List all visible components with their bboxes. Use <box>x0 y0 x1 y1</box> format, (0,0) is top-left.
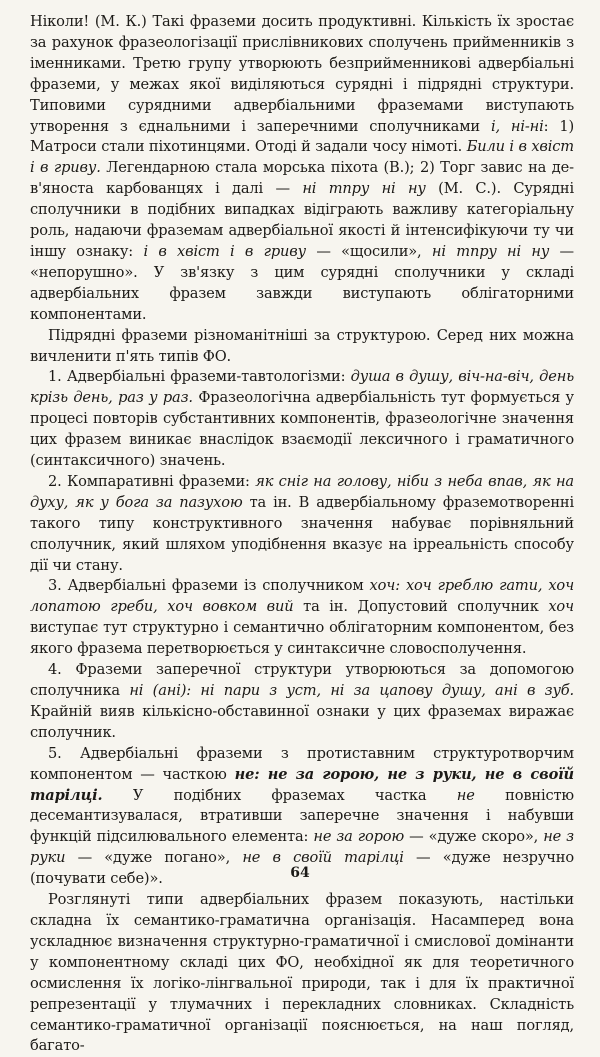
example-phrase: ні (ані): ні пари з уст, ні за цапову душу, ані в зуб. <box>129 682 574 699</box>
text-run: 4. Фраземи заперечної структури утворюються за допомогою сполучника <box>30 661 574 699</box>
text-run: (М. С.). Сурядні сполучники в подібних випадках відіграють важливу категоріальну роль, надаючи фраземам адвербіальної якості й інтенсифікуючи ту чи іншу ознаку: <box>30 180 574 260</box>
text-run: Розглянуті типи адвербіальних фразем показують, настільки складна їх семантико-граматична організація. Насамперед вона ускладнює визначення структурно-граматичної і смислової домінанти у компонентному складі цих ФО, необхідної як для теоретичного осмислення їх логіко-лінгвальної природи, так і для їх практичної репрезентації у тлумачних і перекладних словниках. Складність семантико-граматичної організації пояснюється, на наш погляд, багато- <box>30 891 574 1055</box>
page-number: 64 <box>290 865 310 881</box>
paragraph-p1 <box>30 12 574 326</box>
paragraph-p3 <box>30 367 574 472</box>
example-phrase: і в хвіст і в гриву <box>143 242 306 260</box>
paragraph-p5 <box>30 576 574 660</box>
text-run: — «дуже погано», <box>65 849 243 867</box>
text-run: та ін. Допустовий сполучник <box>293 598 549 616</box>
text-run: Підрядні фраземи різноманітніші за структурою. Серед них можна вичленити п'ять типів ФО. <box>30 326 574 365</box>
example-phrase: не з руки <box>30 828 574 867</box>
paragraph-p2 <box>30 326 574 368</box>
example-phrase: не в своїй тарілці <box>242 849 404 867</box>
text-run: — «дуже незручно (почувати себе)». <box>30 849 575 888</box>
text-run: 3. Адвербіальні фраземи із сполучником <box>48 577 370 595</box>
paragraph-p6 <box>30 660 574 744</box>
text-run: — «дуже скоро», <box>404 828 544 846</box>
text-run: : 1) Матроси стали піхотинцями. Отоді й задали чосу німоті. <box>30 117 575 156</box>
example-phrase: не: не за горою, не з руки, не в своїй тарілці. <box>30 765 575 804</box>
example-phrase: ні тпру ні ну <box>431 242 550 260</box>
example-phrase: і, ні-ні <box>490 117 544 135</box>
text-run: та ін. В адвербіальному фраземотворенні такого типу конструктивного значення набуває порівняльний сполучник, який шляхом уподібнення вказує на ірреальність способу дії чи стану. <box>30 493 574 574</box>
example-phrase: ні тпру ні ну <box>302 180 426 198</box>
text-run: У подібних фраземах частка <box>102 786 457 804</box>
example-phrase: як сніг на голову, ніби з неба впав, як на духу, як у бога за пазухою <box>30 472 574 511</box>
text-run: Крайній вияв кількісно-обставинної ознаки у цих фраземах виражає сполучник. <box>30 702 574 741</box>
text-run: — «непорушно». У зв'язку з цим сурядні сполучники у складі адвербіальних фразем завжди виступають облігаторними компонентами. <box>30 242 574 323</box>
text-run: Ніколи! (М. К.) Такі фраземи досить продуктивні. Кількість їх зростає за рахунок фразеологізації прислівникових сполучень прийменників з іменниками. Третю групу утворюють безприйменникові адвербіальні фраземи, у межах якої виділяються сурядні і підрядні структури. Типовими сурядними адвербіальними фраземами виступають утворення з єднальними і заперечними сполучниками <box>30 13 574 135</box>
text-run: повністю десемантизувалася, втративши заперечне значення і набувши функцій підсилювального елемента: <box>30 786 574 846</box>
example-phrase: хоч <box>548 598 574 616</box>
text-run: 1. Адвербіальні фраземи-тавтологізми: <box>48 368 351 386</box>
text-body <box>30 12 574 1057</box>
text-run: Легендарною стала морська піхота (В.); 2) Торг завис на дев'яноста карбованцях і далі — <box>30 159 574 198</box>
text-run: 5. Адвербіальні фраземи з протиставним структуротворчим компонентом — часткою <box>30 744 574 783</box>
paragraph-p8 <box>30 890 574 1057</box>
text-run: виступає тут структурно і семантично облігаторним компонентом, без якого фразема перетворюється у синтаксичне словосполучення. <box>30 619 574 658</box>
example-phrase: хоч: хоч греблю гати, хоч лопатою греби, хоч вовком вий <box>30 577 574 616</box>
text-run: Фразеологічна адвербіальність тут формується у процесі повторів субстантивних компонентів, фразеологічне значення цих фразем виникає внаслідок взаємодії лексичного і граматичного (синтаксичного) значень. <box>30 389 574 470</box>
text-run: 2. Компаративні фраземи: <box>48 472 256 490</box>
example-phrase: Били і в хвіст і в гриву. <box>30 138 574 177</box>
text-run: — «щосили», <box>305 242 432 260</box>
example-phrase: душа в душу, віч-на-віч, день крізь день, раз у раз. <box>30 368 574 407</box>
paragraph-p4 <box>30 472 574 577</box>
example-phrase: не за горою <box>313 828 405 846</box>
example-phrase: не <box>456 786 475 804</box>
